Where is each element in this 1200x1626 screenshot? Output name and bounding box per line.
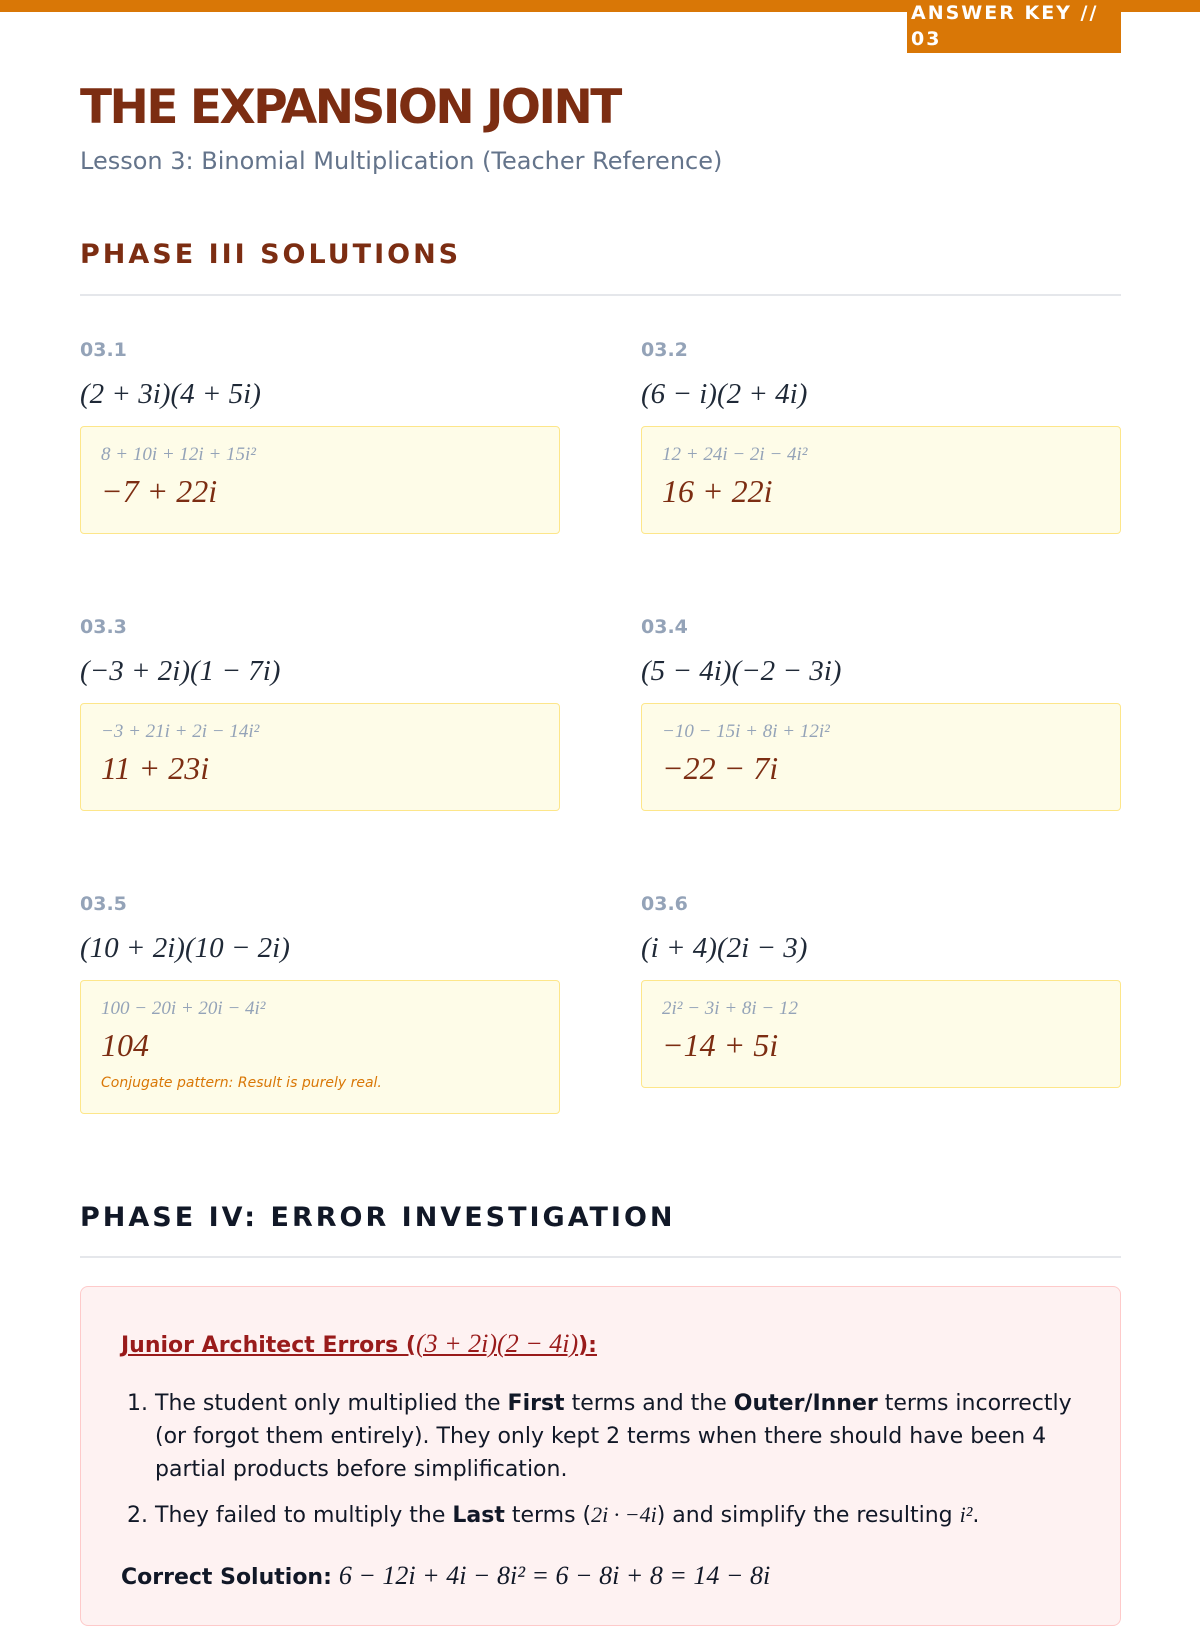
answer-box	[641, 426, 1121, 534]
expansion-work: 2i² − 3i + 8i − 12	[662, 998, 798, 1019]
problem-id: 03.6	[641, 893, 688, 915]
problem-expression: (5 − 4i)(−2 − 3i)	[641, 655, 842, 687]
error-text: terms and the	[564, 1391, 734, 1416]
correct-solution-expression: 6 − 12i + 4i − 8i² = 6 − 8i + 8 = 14 − 8i	[338, 1561, 771, 1590]
answer-key-badge: ANSWER KEY // 03	[907, 0, 1121, 53]
expansion-work: 8 + 10i + 12i + 15i²	[101, 444, 256, 465]
final-result: −22 − 7i	[662, 750, 779, 786]
error-title	[121, 1327, 597, 1363]
answer-box	[641, 980, 1121, 1088]
problem-expression: (2 + 3i)(4 + 5i)	[80, 378, 261, 410]
answer-box	[80, 703, 560, 811]
error-emphasis: Outer/Inner	[733, 1391, 878, 1416]
problem-id: 03.5	[80, 893, 127, 915]
error-emphasis: Last	[452, 1503, 505, 1528]
answer-box	[80, 426, 560, 534]
problem-id: 03.1	[80, 339, 127, 361]
error-title-suffix: ):	[578, 1333, 597, 1358]
error-item	[155, 1498, 1095, 1532]
problem-card	[641, 338, 1121, 534]
problem-card	[641, 615, 1121, 811]
error-title-expression: (3 + 2i)(2 − 4i)	[415, 1329, 579, 1358]
problem-expression: (−3 + 2i)(1 − 7i)	[80, 655, 281, 687]
error-title-prefix: Junior Architect Errors (	[121, 1333, 416, 1358]
problem-card	[80, 615, 560, 811]
error-item	[155, 1387, 1095, 1486]
final-result: −7 + 22i	[101, 473, 218, 509]
error-text: The student only multiplied the	[155, 1391, 508, 1416]
problem-id: 03.2	[641, 339, 688, 361]
final-result: −14 + 5i	[662, 1027, 779, 1063]
error-emphasis: First	[507, 1391, 565, 1416]
expansion-work: −3 + 21i + 2i − 14i²	[101, 721, 260, 742]
error-list	[121, 1387, 1095, 1544]
problem-expression: (10 + 2i)(10 − 2i)	[80, 932, 290, 964]
error-investigation-box	[80, 1286, 1121, 1626]
page-title: THE EXPANSION JOINT	[80, 80, 620, 135]
error-text: They failed to multiply the	[155, 1503, 453, 1528]
problem-expression: (6 − i)(2 + 4i)	[641, 378, 808, 410]
answer-box	[641, 703, 1121, 811]
final-result: 104	[101, 1027, 149, 1063]
problem-card	[80, 892, 560, 1114]
section-divider	[80, 1256, 1121, 1258]
page-subtitle: Lesson 3: Binomial Multiplication (Teacher Reference)	[80, 147, 723, 175]
error-math: 2i · −4i	[591, 1502, 657, 1527]
final-result: 16 + 22i	[662, 473, 773, 509]
correct-solution	[121, 1559, 770, 1595]
correct-solution-label: Correct Solution:	[121, 1565, 332, 1590]
conjugate-note: Conjugate pattern: Result is purely real.	[101, 1075, 382, 1091]
expansion-work: 100 − 20i + 20i − 4i²	[101, 998, 266, 1019]
problem-id: 03.4	[641, 616, 688, 638]
answer-box	[80, 980, 560, 1114]
phase-iv-heading: PHASE IV: ERROR INVESTIGATION	[80, 1202, 676, 1233]
final-result: 11 + 23i	[101, 750, 210, 786]
expansion-work: 12 + 24i − 2i − 4i²	[662, 444, 808, 465]
problem-card	[80, 338, 560, 534]
expansion-work: −10 − 15i + 8i + 12i²	[662, 721, 830, 742]
section-divider	[80, 294, 1121, 296]
problem-id: 03.3	[80, 616, 127, 638]
problem-card	[641, 892, 1121, 1088]
error-math: i²	[959, 1502, 973, 1527]
error-text: .	[972, 1503, 980, 1528]
error-text: ) and simplify the resulting	[656, 1503, 960, 1528]
phase-iii-heading: PHASE III SOLUTIONS	[80, 239, 462, 270]
error-text: terms (	[504, 1503, 592, 1528]
error-text: terms incorrectly (or forgot them entirely). They only kept 2 terms when there should have been 4 partial products before simplification.	[155, 1391, 1072, 1482]
problem-expression: (i + 4)(2i − 3)	[641, 932, 808, 964]
